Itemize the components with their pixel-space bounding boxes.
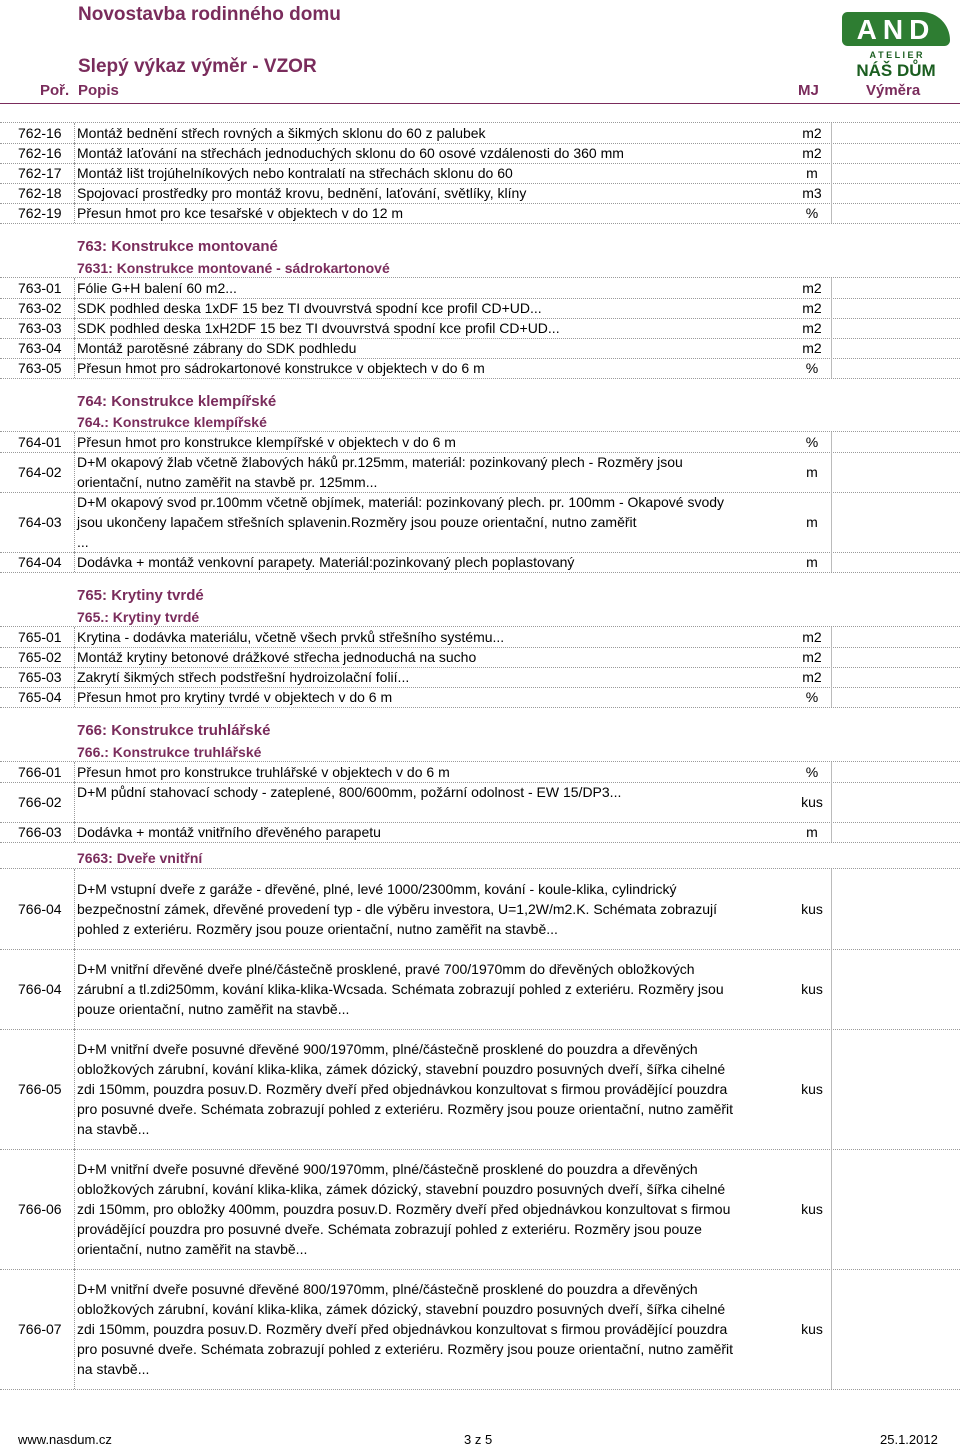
item-code: 764-04: [18, 554, 62, 570]
col-header-desc: Popis: [78, 82, 119, 99]
description-line: D+M vnitřní dveře posuvné dřevěné 900/1970mm, plné/částečně prosklené do pouzdra a dřevěných: [77, 1041, 698, 1057]
section-title-764: 764: Konstrukce klempířské: [77, 393, 277, 410]
description-line: pouze orientační, nutno zaměřit na stavbě...: [77, 1001, 350, 1017]
description-line: D+M okapový žlab včetně žlabových háků pr.125mm, materiál: pozinkovaný plech - Rozměry jsou: [77, 454, 683, 470]
column-divider: [74, 1149, 75, 1269]
logo-line2: NÁŠ DŮM: [856, 61, 936, 80]
column-divider: [74, 762, 75, 782]
item-unit: m: [806, 824, 818, 840]
item-code: 765-01: [18, 629, 62, 645]
item-description: [77, 1039, 787, 1139]
item-description: [77, 782, 787, 802]
item-description: [77, 278, 787, 298]
item-unit: %: [805, 205, 819, 221]
quantity-cell[interactable]: [831, 123, 960, 143]
quantity-cell[interactable]: [831, 822, 960, 842]
item-unit: kus: [801, 1201, 823, 1217]
page-header: [0, 0, 960, 104]
quantity-cell[interactable]: [831, 627, 960, 647]
item-code: 763-03: [18, 320, 62, 336]
table-row: [0, 869, 960, 949]
column-divider: [74, 298, 75, 318]
item-unit: %: [805, 689, 819, 705]
item-description: [77, 762, 787, 782]
quantity-cell[interactable]: [831, 552, 960, 572]
quantity-cell[interactable]: [831, 869, 960, 949]
row-gridline: [0, 223, 960, 224]
item-code: 766-07: [18, 1321, 62, 1337]
item-description: [77, 163, 787, 183]
description-line: Zakrytí šikmých střech podstřešní hydroizolační folií...: [77, 669, 410, 685]
column-divider: [74, 318, 75, 338]
table-row: [0, 278, 960, 298]
description-line: D+M okapový svod pr.100mm včetně objímek, materiál: pozinkovaný plech. pr. 100mm - Okapové svody: [77, 494, 725, 510]
description-line: D+M vnitřní dveře posuvné dřevěné 800/1970mm, plné/částečně prosklené do pouzdra a dřevěných: [77, 1281, 698, 1297]
description-line: Fólie G+H balení 60 m2...: [77, 280, 237, 296]
description-line: pro posuvné dveře. Schémata zobrazují pohled z exteriéru. Rozměry jsou pouze orientační, nutno zaměřit: [77, 1341, 734, 1357]
atelier-logo: [842, 12, 950, 80]
table-row: [0, 949, 960, 1029]
col-header-num: Poř.: [40, 82, 70, 99]
column-divider: [74, 667, 75, 687]
item-unit: kus: [801, 1321, 823, 1337]
description-line: zdi 150mm, pro obložky 400mm, pouzdra posuv.D. Rozměry dveří před objednávkou konzultovat s firmou: [77, 1201, 731, 1217]
item-description: [77, 1279, 787, 1379]
item-unit: kus: [801, 981, 823, 997]
description-line: pohled z exteriéru. Rozměry jsou pouze orientační, nutno zaměřit na stavbě...: [77, 921, 558, 937]
section-title-765: 765: Krytiny tvrdé: [77, 587, 204, 604]
item-description: [77, 432, 787, 452]
item-code: 764-03: [18, 514, 62, 530]
table-row: [0, 432, 960, 452]
table-row: [0, 123, 960, 143]
item-description: [77, 298, 787, 318]
description-line: obložkových zárubní, kování klika-klika, zámek dózický, stavební pouzdro posuvných dveří, šířka cihelné: [77, 1301, 726, 1317]
item-description: [77, 879, 787, 939]
item-code: 765-03: [18, 669, 62, 685]
quantity-cell[interactable]: [831, 338, 960, 358]
item-code: 766-03: [18, 824, 62, 840]
description-line: D+M vnitřní dřevěné dveře plné/částečně prosklené, pravé 700/1970mm do dřevěných obložkových: [77, 961, 695, 977]
table-row: [0, 183, 960, 203]
row-gridline: [0, 378, 960, 379]
table-row: [0, 203, 960, 223]
row-gridline: [0, 707, 960, 708]
table-row: [0, 298, 960, 318]
item-description: [77, 647, 787, 667]
item-description: [77, 627, 787, 647]
table-row: [0, 1149, 960, 1269]
table-row: [0, 358, 960, 378]
item-unit: %: [805, 764, 819, 780]
item-code: 763-05: [18, 360, 62, 376]
quantity-cell[interactable]: [831, 1269, 960, 1389]
item-unit: kus: [801, 794, 823, 810]
footer-date: 25.1.2012: [880, 1432, 938, 1447]
item-code: 762-16: [18, 145, 62, 161]
quantity-cell[interactable]: [831, 647, 960, 667]
item-code: 763-01: [18, 280, 62, 296]
table-row: [0, 163, 960, 183]
description-line: Spojovací prostředky pro montáž krovu, bednění, laťování, světlíky, klíny: [77, 185, 527, 201]
quantity-cell[interactable]: [831, 1029, 960, 1149]
item-description: [77, 123, 787, 143]
item-description: [77, 822, 787, 842]
description-line: Dodávka + montáž vnitřního dřevěného parapetu: [77, 824, 381, 840]
item-code: 766-02: [18, 794, 62, 810]
table-row: [0, 143, 960, 163]
column-divider: [74, 822, 75, 842]
item-unit: m2: [802, 669, 822, 685]
item-description: [77, 552, 787, 572]
quantity-cell[interactable]: [831, 298, 960, 318]
item-code: 762-16: [18, 125, 62, 141]
quantity-cell[interactable]: [831, 203, 960, 223]
section-title-766: 766: Konstrukce truhlářské: [77, 722, 271, 739]
logo-mark: AND: [856, 14, 936, 45]
quantity-cell[interactable]: [831, 318, 960, 338]
item-unit: m: [806, 514, 818, 530]
description-line: D+M vstupní dveře z garáže - dřevěné, plné, levé 1000/2300mm, kování - koule-klika, cylindrický: [77, 881, 677, 897]
section-title-763: 763: Konstrukce montované: [77, 238, 278, 255]
item-description: [77, 1159, 787, 1259]
column-divider: [74, 432, 75, 452]
item-description: [77, 959, 787, 1019]
item-code: 765-02: [18, 649, 62, 665]
item-code: 766-04: [18, 901, 62, 917]
description-line: Montáž lišt trojúhelníkových nebo kontralatí na střechách sklonu do 60: [77, 165, 513, 181]
document-title: Novostavba rodinného domu: [78, 4, 341, 25]
item-description: [77, 358, 787, 378]
table-row: [0, 452, 960, 492]
table-row: [0, 762, 960, 782]
item-code: 766-01: [18, 764, 62, 780]
footer-website: www.nasdum.cz: [18, 1432, 112, 1447]
item-unit: m3: [802, 185, 822, 201]
quantity-cell[interactable]: [831, 358, 960, 378]
quantity-cell[interactable]: [831, 452, 960, 492]
item-description: [77, 338, 787, 358]
quantity-cell[interactable]: [831, 687, 960, 707]
quantity-cell[interactable]: [831, 782, 960, 822]
item-code: 766-04: [18, 981, 62, 997]
description-line: Dodávka + montáž venkovní parapety. Materiál:pozinkovaný plech poplastovaný: [77, 554, 575, 570]
item-description: [77, 183, 787, 203]
description-line: Krytina - dodávka materiálu, včetně všech prvků střešního systému...: [77, 629, 505, 645]
item-unit: m: [806, 165, 818, 181]
description-line: Montáž parotěsné zábrany do SDK podhledu: [77, 340, 357, 356]
table-row: [0, 647, 960, 667]
column-divider: [74, 123, 75, 143]
item-unit: m2: [802, 649, 822, 665]
quantity-cell[interactable]: [831, 143, 960, 163]
column-divider: [74, 869, 75, 949]
quantity-cell[interactable]: [831, 432, 960, 452]
description-line: Přesun hmot pro krytiny tvrdé v objektech v do 6 m: [77, 689, 393, 705]
quantity-cell[interactable]: [831, 762, 960, 782]
description-line: ...: [77, 534, 89, 550]
quantity-cell[interactable]: [831, 1149, 960, 1269]
column-divider: [74, 183, 75, 203]
description-line: SDK podhled deska 1xDF 15 bez TI dvouvrstvá spodní kce profil CD+UD...: [77, 300, 542, 316]
table-row: [0, 1029, 960, 1149]
description-line: bezpečnostní zámek, dřevěné provedení typ - dle výběru investora, U=1,2W/m2.K. Schémata zobrazují: [77, 901, 718, 917]
item-code: 766-05: [18, 1081, 62, 1097]
item-code: 766-06: [18, 1201, 62, 1217]
item-unit: kus: [801, 901, 823, 917]
item-unit: %: [805, 434, 819, 450]
column-divider: [74, 492, 75, 552]
description-line: orientační, nutno zaměřit na stavbě...: [77, 1241, 308, 1257]
document-subtitle: Slepý výkaz výměr - VZOR: [78, 56, 317, 77]
subsection-title-764: 764.: Konstrukce klempířské: [77, 414, 267, 430]
column-divider: [74, 358, 75, 378]
quantity-cell[interactable]: [831, 163, 960, 183]
item-unit: m2: [802, 145, 822, 161]
item-code: 764-02: [18, 464, 62, 480]
table-row: [0, 338, 960, 358]
item-unit: m: [806, 554, 818, 570]
description-line: provádějící pouzdra pro posuvné dveře. Schémata zobrazují pohled z exteriéru. Rozměry jsou pouze: [77, 1221, 702, 1237]
subsection-title-7663: 7663: Dveře vnitřní: [77, 850, 203, 866]
table-row: [0, 318, 960, 338]
table-row: [0, 492, 960, 552]
item-code: 762-17: [18, 165, 62, 181]
column-divider: [74, 647, 75, 667]
description-line: na stavbě...: [77, 1361, 150, 1377]
table-row: [0, 627, 960, 647]
footer-page: 3 z 5: [464, 1432, 493, 1447]
row-gridline: [0, 1389, 960, 1390]
row-gridline: [0, 842, 960, 843]
item-unit: m2: [802, 300, 822, 316]
item-description: [77, 667, 787, 687]
item-unit: m2: [802, 280, 822, 296]
description-line: D+M půdní stahovací schody - zateplené, 800/600mm, požární odolnost - EW 15/DP3...: [77, 784, 622, 800]
description-line: Montáž laťování na střechách jednoduchých sklonu do 60 osové vzdálenosti do 360 mm: [77, 145, 624, 161]
table-row: [0, 822, 960, 842]
column-divider: [74, 552, 75, 572]
item-unit: m2: [802, 340, 822, 356]
item-unit: %: [805, 360, 819, 376]
item-unit: m2: [802, 320, 822, 336]
item-unit: m2: [802, 125, 822, 141]
description-line: zárubní a tl.zdi250mm, kování klika-klika-Wcsada. Schémata zobrazují pohled z exteriéru. Rozměry jsou: [77, 981, 724, 997]
item-description: [77, 143, 787, 163]
description-line: Přesun hmot pro konstrukce truhlářské v objektech v do 6 m: [77, 764, 450, 780]
item-unit: m: [806, 464, 818, 480]
table-row: [0, 667, 960, 687]
column-divider: [74, 782, 75, 822]
description-line: zdi 150mm, pouzdra posuv.D. Rozměry dveří před objednávkou konzultovat s firmou provádějící pouzdra: [77, 1081, 728, 1097]
subsection-title-766: 766.: Konstrukce truhlářské: [77, 744, 262, 760]
description-line: obložkových zárubní, kování klika-klika, zámek dózický, stavební pouzdro posuvných dveří, šířka cihelné: [77, 1061, 726, 1077]
subsection-title-765: 765.: Krytiny tvrdé: [77, 609, 200, 625]
description-line: Montáž krytiny betonové drážkové střecha jednoduchá na sucho: [77, 649, 477, 665]
column-divider: [74, 1269, 75, 1389]
column-divider: [74, 203, 75, 223]
description-line: pro posuvné dveře. Schémata zobrazují pohled z exteriéru. Rozměry jsou pouze orientační, nutno zaměřit: [77, 1101, 734, 1117]
table-row: [0, 552, 960, 572]
description-line: Přesun hmot pro kce tesařské v objektech v do 12 m: [77, 205, 404, 221]
item-unit: kus: [801, 1081, 823, 1097]
description-line: na stavbě...: [77, 1121, 150, 1137]
table-row: [0, 1269, 960, 1389]
logo-line1: A T E L I E R: [869, 50, 923, 60]
item-code: 762-19: [18, 205, 62, 221]
table-row: [0, 782, 960, 822]
description-line: jsou ukončeny lapačem střešních splavenin.Rozměry jsou pouze orientační, nutno zaměřit: [77, 514, 637, 530]
description-line: orientační, nutno zaměřit na stavbě pr. 125mm...: [77, 474, 378, 490]
column-divider: [74, 949, 75, 1029]
description-line: SDK podhled deska 1xH2DF 15 bez TI dvouvrstvá spodní kce profil CD+UD...: [77, 320, 560, 336]
description-line: Přesun hmot pro sádrokartonové konstrukce v objektech v do 6 m: [77, 360, 485, 376]
col-header-qty: Výměra: [866, 82, 921, 99]
item-description: [77, 452, 787, 492]
item-description: [77, 492, 787, 552]
description-line: D+M vnitřní dveře posuvné dřevěné 900/1970mm, plné/částečně prosklené do pouzdra a dřevěných: [77, 1161, 698, 1177]
item-code: 764-01: [18, 434, 62, 450]
column-divider: [74, 338, 75, 358]
item-description: [77, 318, 787, 338]
description-line: Montáž bednění střech rovných a šikmých sklonu do 60 z palubek: [77, 125, 486, 141]
column-divider: [74, 627, 75, 647]
item-code: 765-04: [18, 689, 62, 705]
column-divider: [74, 1029, 75, 1149]
item-description: [77, 687, 787, 707]
row-gridline: [0, 572, 960, 573]
item-description: [77, 203, 787, 223]
quantity-cell[interactable]: [831, 667, 960, 687]
column-divider: [74, 452, 75, 492]
description-line: obložkových zárubní, kování klika-klika, zámek dózický, stavební pouzdro posuvných dveří, šířka cihelné: [77, 1181, 726, 1197]
description-line: zdi 150mm, pouzdra posuv.D. Rozměry dveří před objednávkou konzultovat s firmou provádějící pouzdra: [77, 1321, 728, 1337]
quantity-cell[interactable]: [831, 183, 960, 203]
item-code: 763-02: [18, 300, 62, 316]
item-code: 762-18: [18, 185, 62, 201]
item-code: 763-04: [18, 340, 62, 356]
header-divider: [0, 103, 960, 104]
column-divider: [74, 278, 75, 298]
column-divider: [74, 163, 75, 183]
item-unit: m2: [802, 629, 822, 645]
quantity-cell[interactable]: [831, 949, 960, 1029]
subsection-title-7631: 7631: Konstrukce montované - sádrokartonové: [77, 260, 390, 276]
table-row: [0, 687, 960, 707]
quantity-cell[interactable]: [831, 492, 960, 552]
column-divider: [74, 143, 75, 163]
column-divider: [74, 687, 75, 707]
col-header-mj: MJ: [798, 82, 819, 99]
description-line: Přesun hmot pro konstrukce klempířské v objektech v do 6 m: [77, 434, 456, 450]
quantity-cell[interactable]: [831, 278, 960, 298]
